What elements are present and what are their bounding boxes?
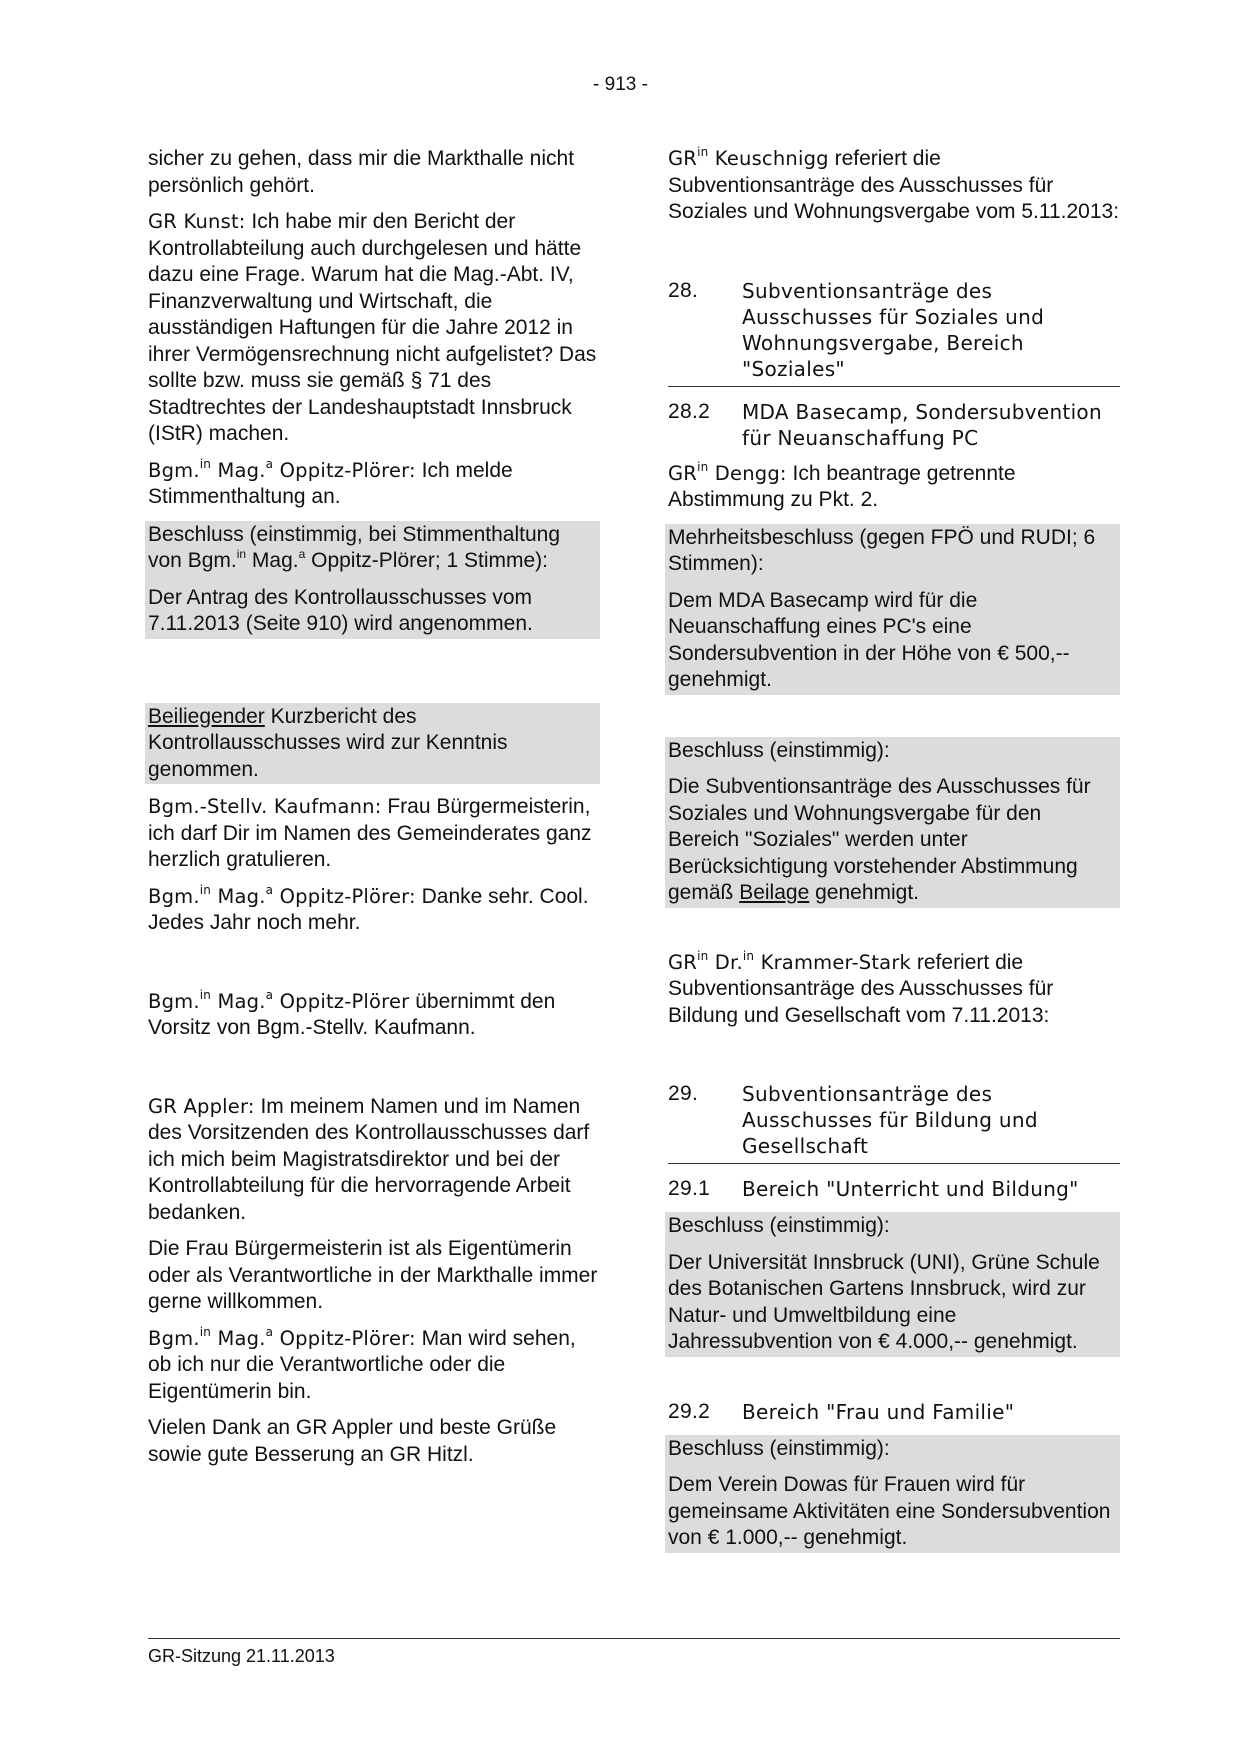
speaker: $GR^{in}$ Keuschnigg (668, 145, 829, 170)
resolution-text: Dem Verein Dowas für Frauen wird für gemeinsame Aktivitäten eine Sondersubvention von € 1.000,-- genehmigt. (668, 1473, 1111, 1549)
paragraph (148, 209, 600, 448)
resolution-heading: Beschluss (einstimmig): (668, 738, 890, 762)
speech: Ich habe mir den Bericht der Kontrollabteilung auch durchgelesen und hätte dazu eine Frage. Warum hat die Mag.-Abt. IV, Finanzverwaltung und Wirtschaft, die ausständigen Haftungen für die Jahre 2012 in ihrer Vermögensrechnung nicht aufgelistet? Das sollte bzw. muss sie gemäß § 71 des Stadtrechtes der Landeshauptstadt Innsbruck (IStR) machen. (148, 210, 597, 445)
paragraph (148, 458, 600, 511)
speaker: Bgm.-Stellv. Kaufmann: (148, 795, 382, 818)
speech: Frau Bürgermeisterin, ich darf Dir im Namen des Gemeinderates ganz herzlich gratulieren. (148, 795, 592, 871)
resolution-box (665, 1435, 1120, 1553)
resolution-heading: Mehrheitsbeschluss (gegen FPÖ und RUDI; 6 Stimmen): (668, 525, 1096, 575)
paragraph (148, 794, 600, 874)
agenda-item-28: 28. Subventionsanträge des Ausschusses für Soziales und Wohnungsvergabe, Bereich "Soziales" (668, 278, 1120, 387)
resolution-box (665, 1212, 1120, 1357)
resolution-heading: Beschluss (einstimmig): (668, 1214, 890, 1237)
speaker: GR Appler: (148, 1094, 255, 1118)
paragraph: sicher zu gehen, dass mir die Markthalle nicht persönlich gehört. (148, 147, 575, 197)
paragraph: $GR^{in}$ Dengg: Ich beantrage getrennte Abstimmung zu Pkt. 2. (668, 459, 1016, 511)
paragraph (148, 884, 600, 937)
paragraph (148, 1094, 600, 1227)
resolution-heading: Beschluss (einstimmig): (668, 1436, 890, 1460)
resolution-box (145, 521, 600, 639)
resolution-box (145, 703, 600, 785)
resolution-text: Der Antrag des Kontrollausschusses vom 7.11.2013 (Seite 910) wird angenommen. (148, 585, 533, 635)
speaker: GR Kunst: (148, 210, 246, 233)
paragraph: Die Frau Bürgermeisterin ist als Eigentümerin oder als Verantwortliche in der Markthalle immer gerne willkommen. (148, 1237, 598, 1313)
paragraph: Bgm.$^{in}$ Mag.$^a$ Oppitz-Plörer übernimmt den Vorsitz von Bgm.-Stellv. Kaufmann. (148, 987, 556, 1039)
paragraph: $GR^{in}$ Dr.$^{in}$ Krammer-Stark referiert die Subventionsanträge des Ausschusses für Bildung und Gesellschaft vom 7.11.2013: (668, 948, 1054, 1027)
speaker: $GR^{in}$ Dr.$^{in}$ Krammer-Stark (668, 948, 912, 974)
attachment-link[interactable]: Beilage (739, 881, 810, 904)
attachment-link[interactable]: Beiliegender (148, 704, 265, 728)
speech: Danke sehr. Cool. Jedes Jahr noch mehr. (148, 884, 589, 934)
speaker: Bgm.$^{in}$ Mag.$^a$ Oppitz-Plörer: (148, 456, 416, 482)
paragraph: $GR^{in}$ Keuschnigg referiert die Subventionsanträge des Ausschusses für Soziales und Wohnungsvergabe vom 5.11.2013: (668, 145, 1120, 223)
speech: Man wird sehen, ob ich nur die Verantwortliche oder die Eigentümerin bin. (148, 1326, 576, 1403)
speech: Ich melde Stimmenthaltung an. (148, 458, 513, 508)
speech: Im meinem Namen und im Namen des Vorsitzenden des Kontrollausschusses darf ich mich beim Magistratsdirektor und bei der Kontrollabteilung für die hervorragende Arbeit bedanken. (148, 1094, 590, 1224)
resolution-text: Der Universität Innsbruck (UNI), Grüne Schule des Botanischen Gartens Innsbruck, wird zur Natur- und Umweltbildung eine Jahressubvention von € 4.000,-- genehmigt. (668, 1250, 1100, 1353)
page-number: - 913 - (593, 74, 648, 95)
resolution-text: Dem MDA Basecamp wird für die Neuanschaffung eines PC's eine Sondersubvention in der Höhe von € 500,-- genehmigt. (668, 588, 1070, 691)
paragraph (148, 1326, 600, 1406)
agenda-item-29-1: 29.1 Bereich "Unterricht und Bildung" (668, 1177, 1079, 1201)
speaker: Bgm.$^{in}$ Mag.$^a$ Oppitz-Plörer: (148, 1324, 416, 1350)
speaker: Bgm.$^{in}$ Mag.$^a$ Oppitz-Plörer: (148, 882, 416, 908)
agenda-item-29-2: 29.2 Bereich "Frau und Familie" (668, 1399, 1015, 1424)
footer: GR-Sitzung 21.11.2013 (148, 1638, 1120, 1670)
agenda-item-29: 29. Subventionsanträge des Ausschusses für Bildung und Gesellschaft (668, 1081, 1120, 1164)
resolution-text: Beiliegender Kurzbericht des Kontrollausschusses wird zur Kenntnis genommen. (148, 704, 508, 781)
resolution-box (665, 737, 1120, 908)
right-column (668, 146, 1120, 1553)
resolution-box (665, 524, 1120, 695)
resolution-text: Die Subventionsanträge des Ausschusses für Soziales und Wohnungsvergabe für den Bereich "Soziales" werden unter Berücksichtigung vorstehender Abstimmung gemäß Beilage genehmigt. (668, 775, 1091, 904)
speaker: $GR^{in}$ Dengg: (668, 459, 787, 485)
paragraph: Vielen Dank an GR Appler und beste Grüße sowie gute Besserung an GR Hitzl. (148, 1416, 557, 1466)
resolution-heading: Beschluss (einstimmig, bei Stimmenthaltung von Bgm.$^{in}$ Mag.$^a$ Oppitz-Plörer; 1 Stimme): (148, 522, 561, 572)
speaker: Bgm.$^{in}$ Mag.$^a$ Oppitz-Plörer (148, 987, 410, 1013)
agenda-item-28-2: 28.2 MDA Basecamp, Sondersubvention für Neuanschaffung PC (668, 399, 1102, 450)
left-column (148, 146, 600, 1478)
